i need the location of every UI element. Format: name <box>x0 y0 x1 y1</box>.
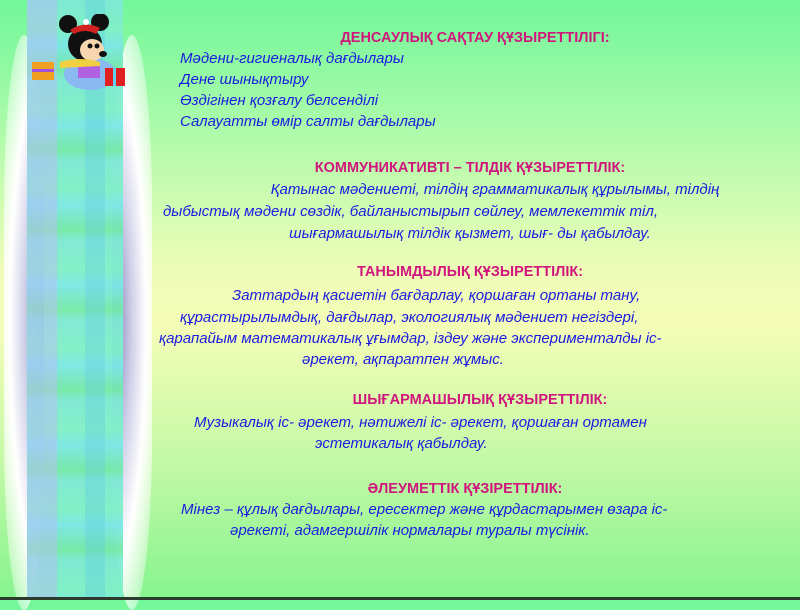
cognitive-text-line: құрастырылымдық, дағдылар, экологиялық мәдениет негіздері, <box>180 309 639 326</box>
communicative-text-line: Қатынас мәдениеті, тілдің грамматикалық құрылымы, тілдің <box>270 181 720 198</box>
health-item: Дене шынықтыру <box>180 71 309 88</box>
section-heading-creative: ШЫҒАРМАШЫЛЫҚ ҚҰЗЫРЕТТІЛІК: <box>352 392 608 408</box>
cognitive-text-line: Заттардың қасиетін бағдарлау, қоршаған ортаны тану, <box>232 287 641 304</box>
health-item: Өздігінен қозғалу белсенділі <box>180 92 379 109</box>
social-text-line: әрекеті, адамгершілік нормалары туралы түсінік. <box>230 522 590 539</box>
mickey-mouse-image <box>30 14 130 94</box>
section-heading-social: ӘЛЕУМЕТТІК ҚҰЗІРЕТТІЛІК: <box>367 481 563 497</box>
cognitive-text-line: қарапайым математикалық ұғымдар, іздеу және эксперименталды іс- <box>159 330 662 347</box>
creative-text-line: эстетикалық қабылдау. <box>315 435 488 452</box>
health-item: Салауатты өмір салты дағдылары <box>180 113 436 130</box>
cognitive-text-line: әрекет, ақпаратпен жұмыс. <box>302 351 504 368</box>
communicative-text-line: дыбыстық мәдени сөздік, байланыстырып сөйлеу, мемлекеттік тіл, <box>163 203 658 220</box>
section-heading-health: ДЕНСАУЛЫҚ САҚТАУ ҚҰЗЫРЕТТІЛІГІ: <box>340 30 610 46</box>
communicative-text-line: шығармашылық тілдік қызмет, шығ- ды қабылдау. <box>289 225 651 242</box>
section-heading-communicative: КОММУНИКАТИВТІ – ТІЛДІК ҚҰЗЫРЕТТІЛІК: <box>314 160 626 176</box>
health-item: Мәдени-гигиеналық дағдылары <box>180 50 404 67</box>
creative-text-line: Музыкалық іс- әрекет, нәтижелі іс- әрекет, қоршаған ортамен <box>194 414 647 431</box>
social-text-line: Мінез – құлық дағдылары, ересектер және құрдастарымен өзара іс- <box>181 501 668 518</box>
section-heading-cognitive: ТАНЫМДЫЛЫҚ ҚҰЗЫРЕТТІЛІК: <box>356 264 584 280</box>
